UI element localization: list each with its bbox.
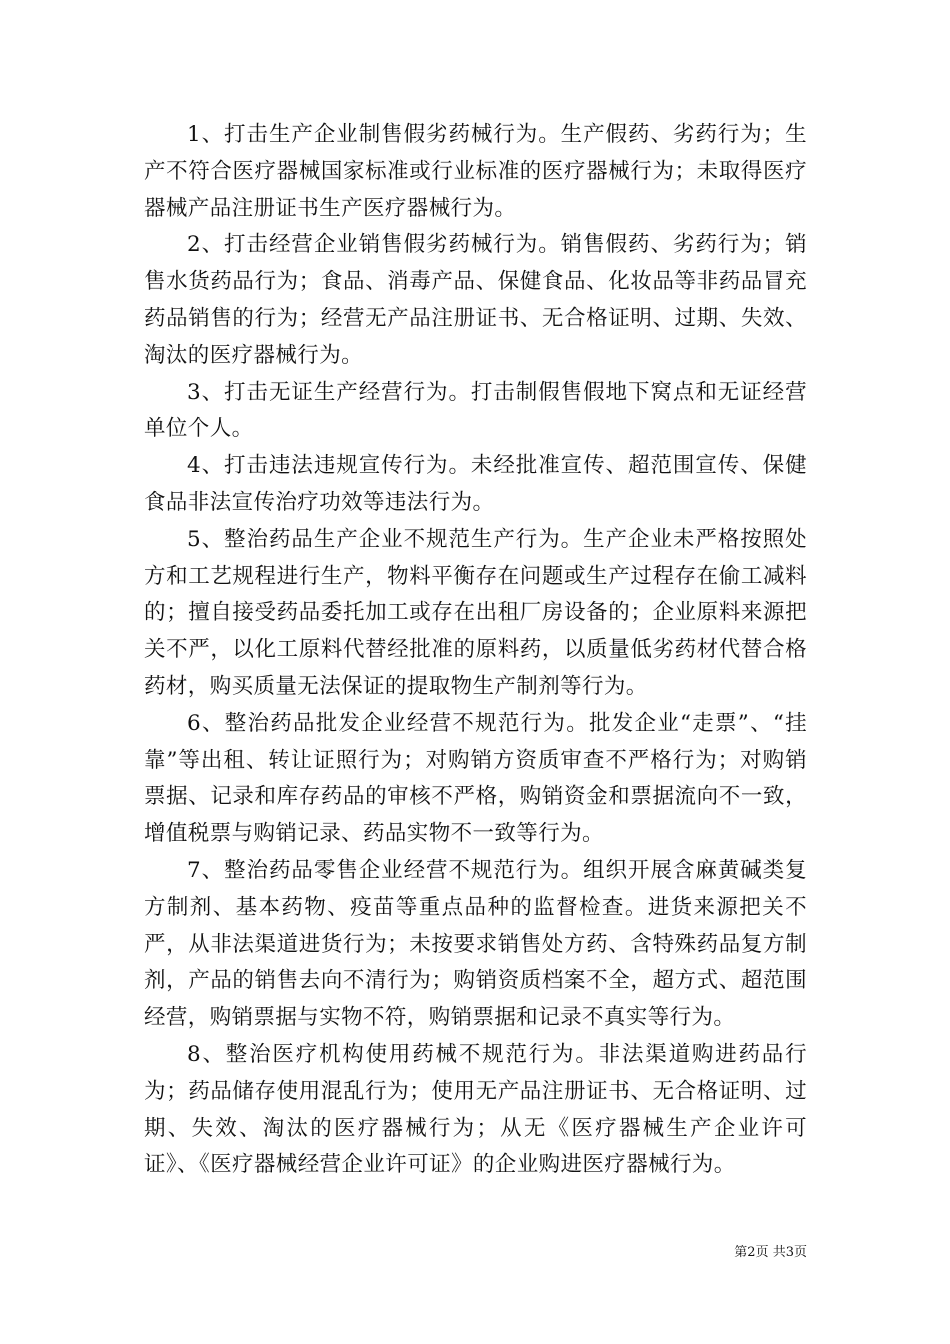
- footer-current-page: 2: [747, 1245, 756, 1260]
- paragraph-5: 5、整治药品生产企业不规范生产行为。生产企业未严格按照处方和工艺规程进行生产，物料平衡存在问题或生产过程存在偷工减料的；擅自接受药品委托加工或存在出租厂房设备的；企业原料来源把关不严，以化工原料代替经批准的原料药，以质量低劣药材代替合格药材，购买质量无法保证的提取物生产制剂等行为。: [144, 526, 807, 699]
- paragraph-2: 2、打击经营企业销售假劣药械行为。销售假药、劣药行为；销售水货药品行为；食品、消毒产品、保健食品、化妆品等非药品冒充药品销售的行为；经营无产品注册证书、无合格证明、过期、失效、淘汰的医疗器械行为。: [144, 232, 807, 368]
- footer-suffix: 页: [793, 1245, 807, 1260]
- paragraph-4: 4、打击违法违规宣传行为。未经批准宣传、超范围宣传、保健食品非法宣传治疗功效等违法行为。: [144, 453, 807, 515]
- document-body: [144, 117, 807, 1184]
- paragraph-1: 1、打击生产企业制售假劣药械行为。生产假药、劣药行为；生产不符合医疗器械国家标准或行业标准的医疗器械行为；未取得医疗器械产品注册证书生产医疗器械行为。: [144, 122, 807, 221]
- paragraph-7: 7、整治药品零售企业经营不规范行为。组织开展含麻黄碱类复方制剂、基本药物、疫苗等重点品种的监督检查。进货来源把关不严，从非法渠道进货行为；未按要求销售处方药、含特殊药品复方制剂，产品的销售去向不清行为；购销资质档案不全，超方式、超范围经营，购销票据与实物不符，购销票据和记录不真实等行为。: [144, 857, 807, 1031]
- footer-total-pages: 3: [785, 1245, 794, 1260]
- paragraph-8: 8、整治医疗机构使用药械不规范行为。非法渠道购进药品行为；药品储存使用混乱行为；使用无产品注册证书、无合格证明、过期、失效、淘汰的医疗器械行为；从无《医疗器械生产企业许可证》、《医疗器械经营企业许可证》的企业购进医疗器械行为。: [144, 1041, 807, 1178]
- page-footer: [734, 1245, 807, 1261]
- paragraph-3: 3、打击无证生产经营行为。打击制假售假地下窝点和无证经营单位个人。: [144, 379, 807, 442]
- footer-prefix: 第: [734, 1245, 748, 1260]
- paragraph-6: 6、整治药品批发企业经营不规范行为。批发企业“走票”、“挂靠”等出租、转让证照行为；对购销方资质审查不严格行为；对购销票据、记录和库存药品的审核不严格，购销资金和票据流向不一致，增值税票与购销记录、药品实物不一致等行为。: [144, 710, 807, 847]
- footer-middle: 页 共: [755, 1245, 786, 1260]
